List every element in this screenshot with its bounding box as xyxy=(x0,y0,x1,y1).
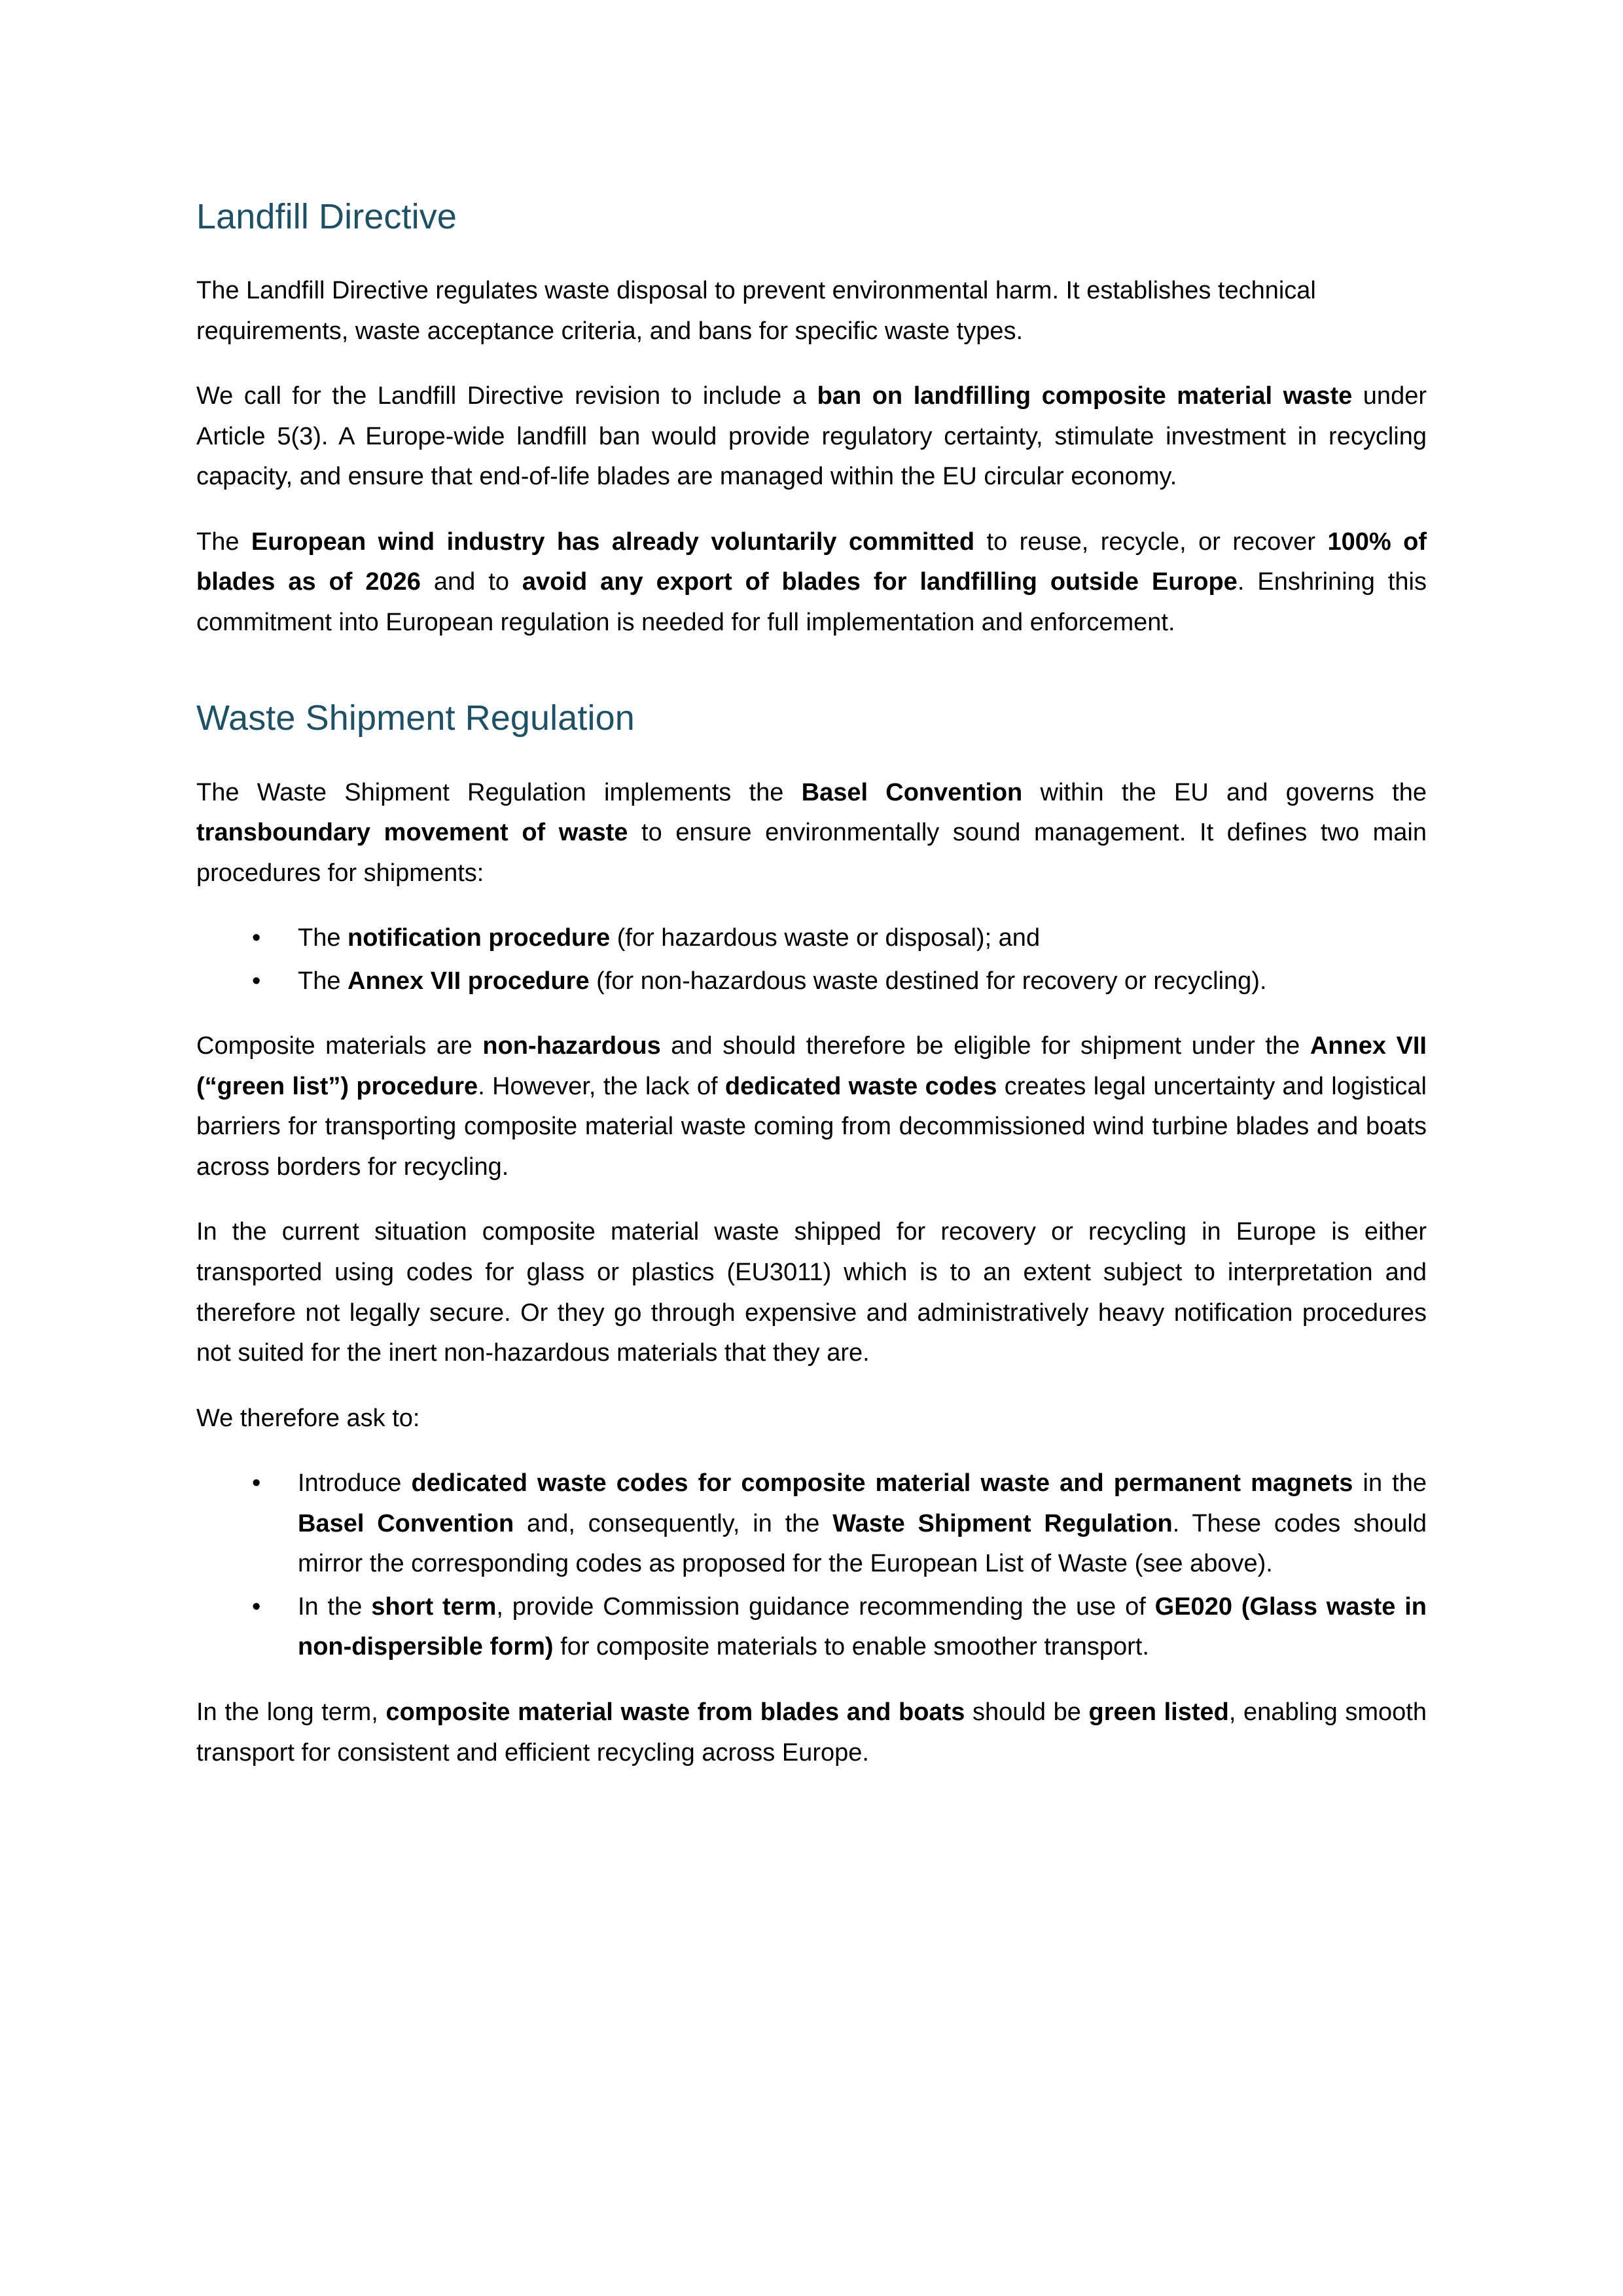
emphasis-text-run: European wind industry has already voluntarily committed xyxy=(251,528,975,556)
emphasis-text-run: Basel Convention xyxy=(801,778,1023,806)
paragraph-ld-p1 xyxy=(196,271,1427,351)
emphasis-text-run: dedicated waste codes xyxy=(724,1072,997,1100)
text-run: . These codes should mirror the corresponding codes as proposed for the European List of Waste (see above). xyxy=(298,1509,1427,1578)
section-heading-landfill-directive: Landfill Directive xyxy=(196,197,457,236)
text-run: In the long term, xyxy=(196,1698,386,1726)
emphasis-text-run: Waste Shipment Regulation xyxy=(832,1509,1173,1537)
emphasis-text-run: ban on landfilling composite material waste xyxy=(817,382,1353,410)
text-run: . Enshrining this commitment into European regulation is needed for full implementation and enforcement. xyxy=(196,568,1427,636)
text-run: (for hazardous waste or disposal); and xyxy=(610,924,1041,952)
bullet-marker-icon: • xyxy=(252,924,261,952)
text-run: and to xyxy=(420,568,522,596)
emphasis-text-run: 100% of blades as of 2026 xyxy=(196,528,1427,596)
emphasis-text-run: notification procedure xyxy=(348,924,611,952)
bullet-list-wsr-list-1 xyxy=(196,918,1427,1001)
bullet-marker-icon: • xyxy=(252,1469,261,1498)
paragraph-wsr-p1 xyxy=(196,773,1427,894)
emphasis-text-run: non-hazardous xyxy=(482,1032,661,1060)
list-item xyxy=(196,961,1427,1002)
list-item xyxy=(196,1587,1427,1668)
text-run: (for non-hazardous waste destined for recovery or recycling). xyxy=(589,967,1267,995)
text-run: should be xyxy=(965,1698,1089,1726)
text-run: The Waste Shipment Regulation implements the xyxy=(196,778,802,806)
text-run: The xyxy=(196,528,251,556)
emphasis-text-run: transboundary movement of waste xyxy=(196,819,628,847)
bullet-marker-icon: • xyxy=(252,1592,261,1621)
text-run: , provide Commission guidance recommending the use of xyxy=(496,1592,1155,1621)
text-run: In the current situation composite material waste shipped for recovery or recycling in Europe is either transported using codes for glass or plastics (EU3011) which is to an extent subject to interpretation and therefore not legally secure. Or they go through expensive and administratively heavy notification procedures not suited for the inert non-hazardous materials that they are. xyxy=(196,1218,1427,1367)
text-run: We therefore ask to: xyxy=(196,1404,420,1432)
text-run: and should therefore be eligible for shipment under the xyxy=(660,1032,1310,1060)
text-run: The Landfill Directive regulates waste disposal to prevent environmental harm. It establishes technical requirements, waste acceptance criteria, and bans for specific waste types. xyxy=(196,277,1316,345)
text-run: creates legal uncertainty and logistical barriers for transporting composite material waste coming from decommissioned wind turbine blades and boats across borders for recycling. xyxy=(196,1072,1427,1181)
bullet-marker-icon: • xyxy=(252,967,261,995)
paragraph-ld-p2 xyxy=(196,376,1427,497)
text-run: and, consequently, in the xyxy=(514,1509,833,1537)
text-run: within the EU and governs the xyxy=(1022,778,1427,806)
paragraph-wsr-p4 xyxy=(196,1399,1427,1439)
text-run: under Article 5(3). A Europe-wide landfill ban would provide regulatory certainty, stimulate investment in recycling capacity, and ensure that end-of-life blades are managed within the EU circular economy. xyxy=(196,382,1427,491)
text-run: , enabling smooth transport for consistent and efficient recycling across Europe. xyxy=(196,1698,1427,1767)
text-run: . However, the lack of xyxy=(478,1072,725,1100)
list-item xyxy=(196,918,1427,959)
text-run: We call for the Landfill Directive revision to include a xyxy=(196,382,817,410)
emphasis-text-run: Annex VII (“green list”) procedure xyxy=(196,1032,1427,1100)
text-run: Introduce xyxy=(298,1469,412,1498)
text-run: Composite materials are xyxy=(196,1032,483,1060)
paragraph-wsr-p3 xyxy=(196,1212,1427,1373)
emphasis-text-run: green listed xyxy=(1088,1698,1229,1726)
emphasis-text-run: Annex VII procedure xyxy=(348,967,590,995)
text-run: to reuse, recycle, or recover xyxy=(974,528,1328,556)
text-run: In the xyxy=(298,1592,372,1621)
section-heading-waste-shipment-regulation: Waste Shipment Regulation xyxy=(196,698,635,738)
text-run: The xyxy=(298,924,348,952)
text-run: to ensure environmentally sound management. It defines two main procedures for shipments: xyxy=(196,819,1427,887)
emphasis-text-run: avoid any export of blades for landfilling outside Europe xyxy=(522,568,1238,596)
paragraph-wsr-p5 xyxy=(196,1693,1427,1773)
document-body xyxy=(196,196,1427,1773)
text-run: The xyxy=(298,967,348,995)
emphasis-text-run: GE020 (Glass waste in non-dispersible form) xyxy=(298,1592,1427,1661)
paragraph-wsr-p2 xyxy=(196,1026,1427,1187)
emphasis-text-run: short term xyxy=(371,1592,497,1621)
paragraph-ld-p3 xyxy=(196,522,1427,643)
emphasis-text-run: dedicated waste codes for composite material waste and permanent magnets xyxy=(411,1469,1353,1498)
list-item xyxy=(196,1463,1427,1585)
emphasis-text-run: Basel Convention xyxy=(298,1509,514,1537)
text-run: in the xyxy=(1353,1469,1427,1498)
text-run: for composite materials to enable smoother transport. xyxy=(553,1633,1149,1661)
bullet-list-wsr-list-2 xyxy=(196,1463,1427,1668)
emphasis-text-run: composite material waste from blades and boats xyxy=(385,1698,965,1726)
